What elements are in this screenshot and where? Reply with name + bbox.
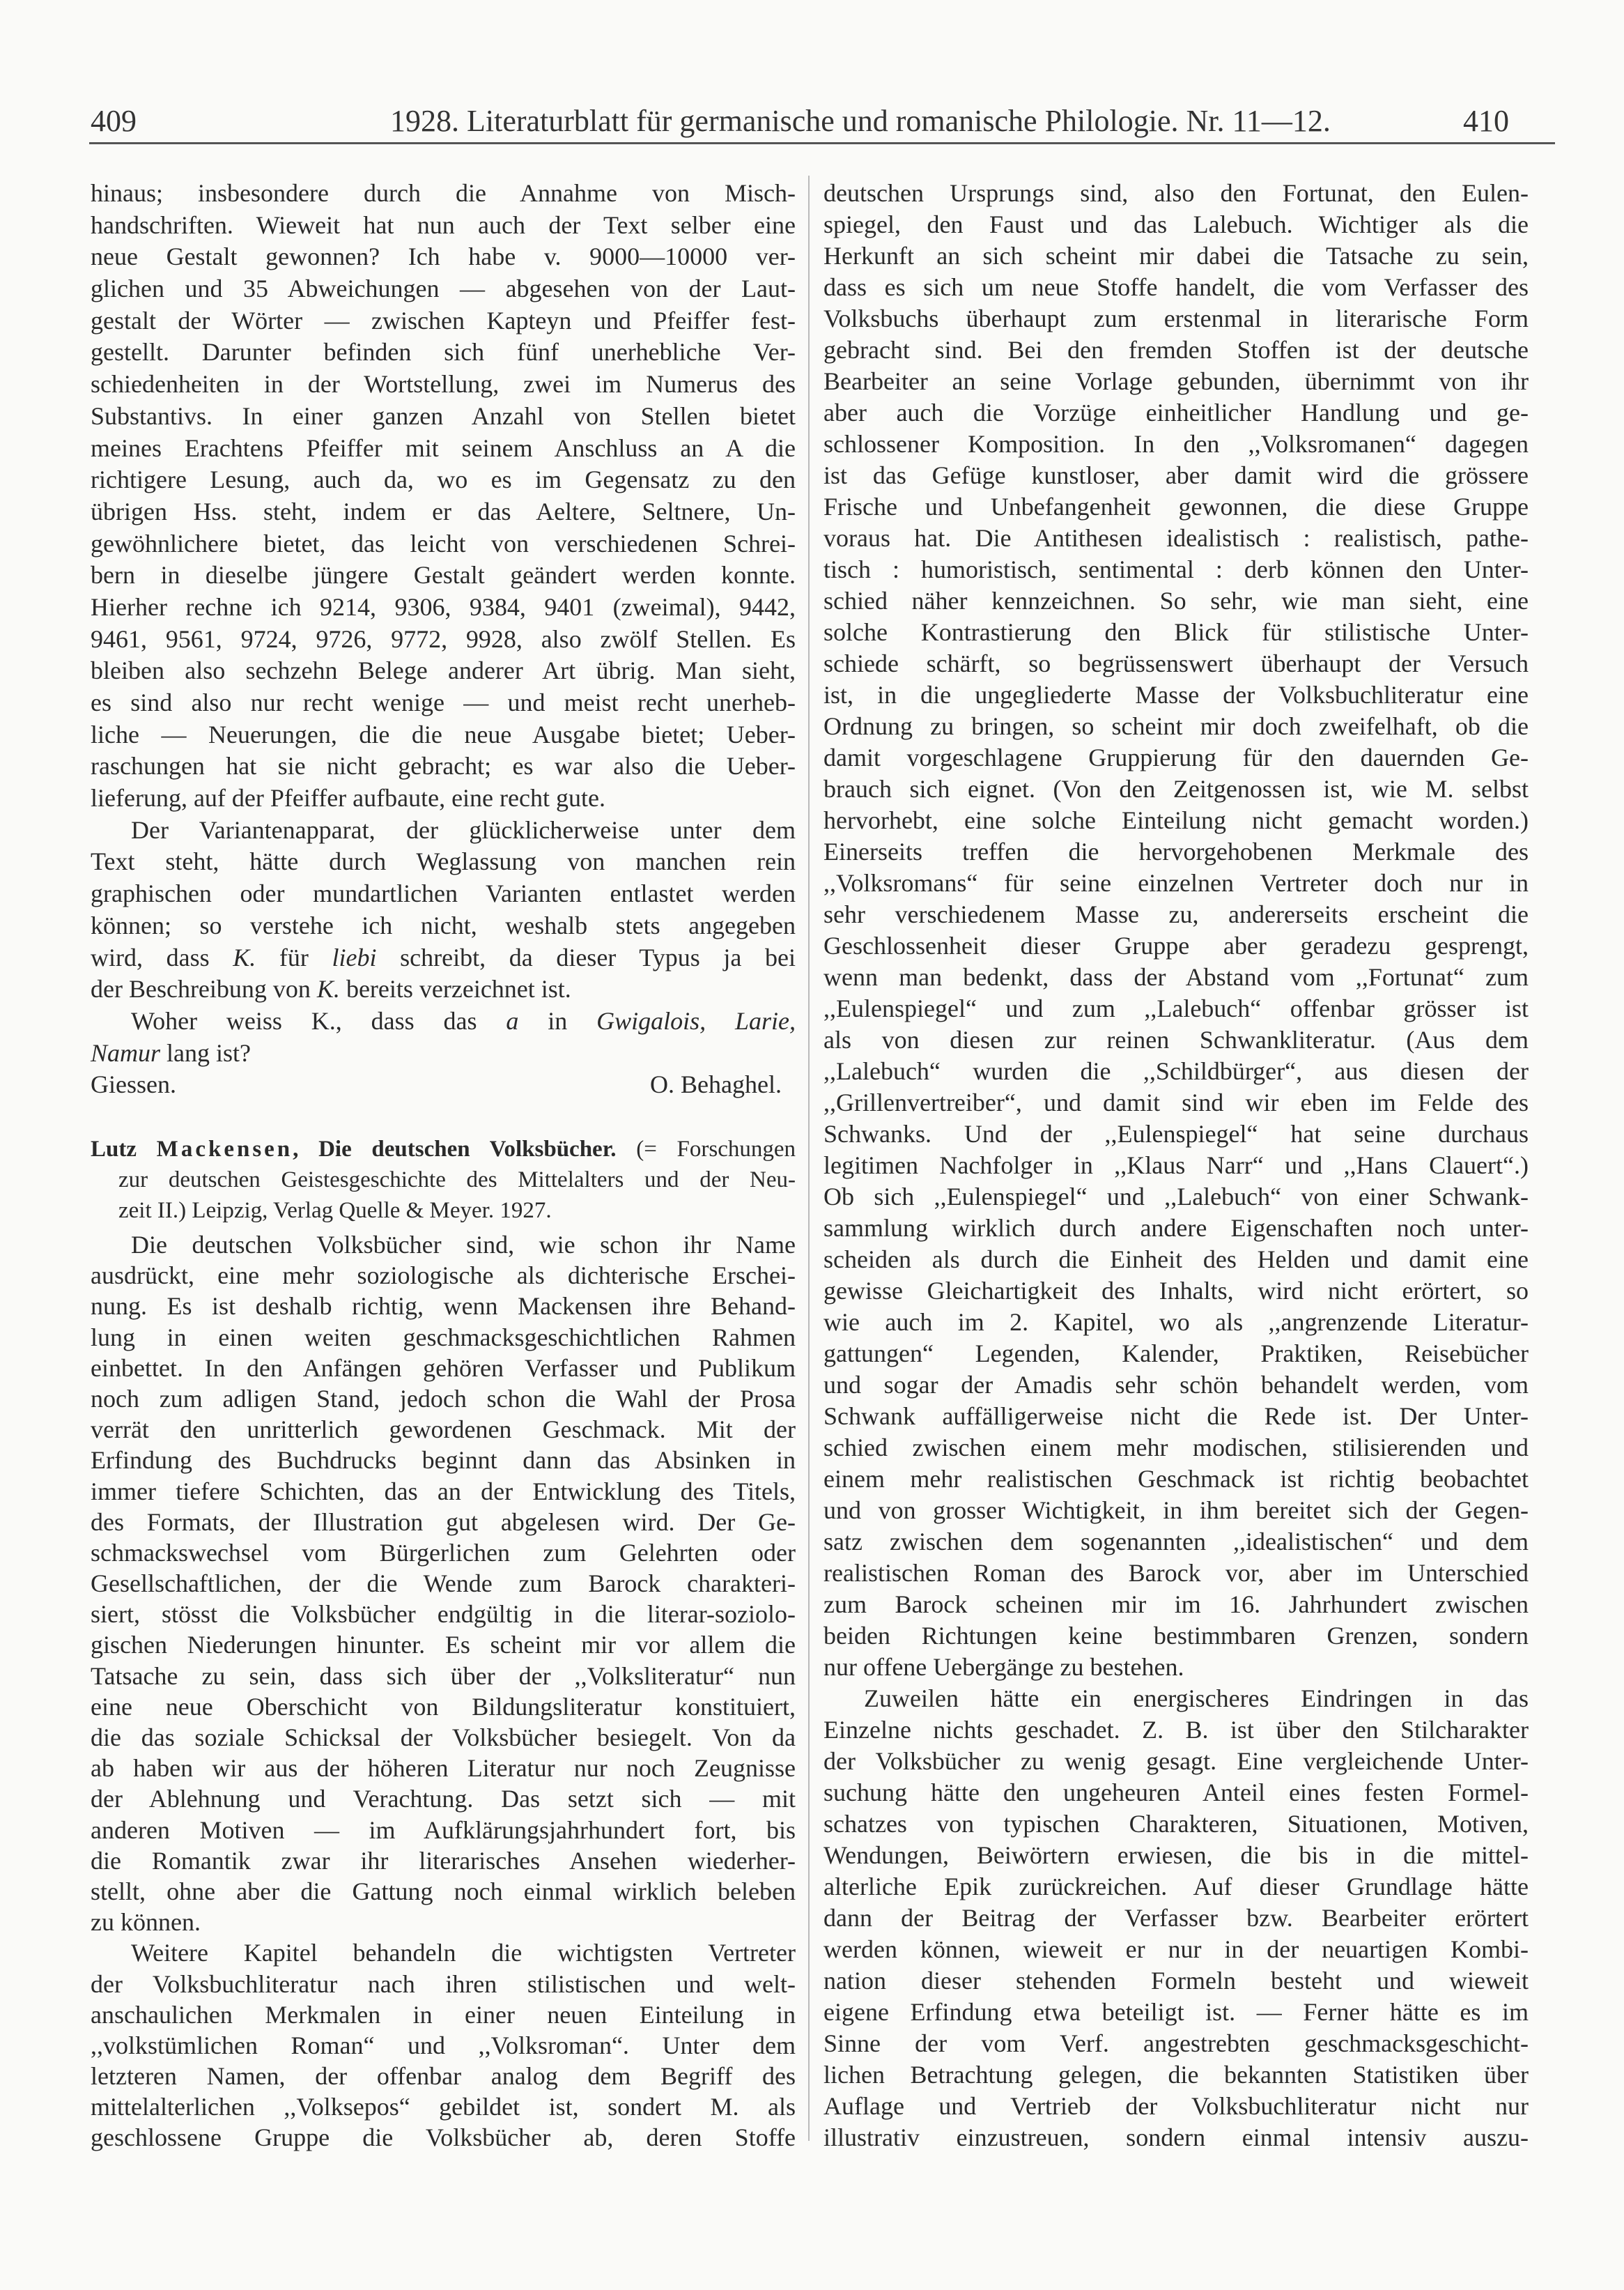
text-line: wenn man bedenkt, dass der Abstand vom ,,Fortunat“ zum	[823, 963, 1529, 991]
text-line	[91, 1038, 796, 1070]
text-line: ,,Grillenvertreiber“, und damit sind wir eben im Felde des	[823, 1089, 1529, 1116]
text-line: sehr verschiedenem Masse zu, andererseits erscheint die	[823, 900, 1529, 928]
text-line: Substantivs. In einer ganzen Anzahl von Stellen bietet	[91, 401, 796, 430]
text-line: stellt, ohne aber die Gattung noch einmal wirklich beleben	[91, 1877, 796, 1905]
text-line: Erfindung des Buchdrucks beginnt dann das Absinken in	[91, 1446, 796, 1475]
text-line: spiegel, den Faust und das Lalebuch. Wichtiger als die	[823, 210, 1529, 238]
signature-line	[91, 1069, 796, 1101]
text-line: Schwank auffälligerweise nicht die Rede ist. Der Unter-	[823, 1402, 1529, 1430]
text-line: geschlossene Gruppe die Volksbücher ab, deren Stoffe	[91, 2123, 796, 2152]
text-line: Sinne der vom Verf. angestrebten geschmacksgeschicht-	[823, 2029, 1529, 2057]
text-line: bern in dieselbe jüngere Gestalt geändert werden konnte.	[91, 561, 796, 590]
italic-term: K.	[233, 943, 256, 971]
text-line: Die deutschen Volksbücher sind, wie schon ihr Name	[131, 1231, 796, 1259]
left-column-text-top	[91, 178, 796, 1101]
text-line: suchung hätte den ungeheuren Anteil eines festen Formel-	[823, 1778, 1529, 1806]
text-line: gestalt der Wörter — zwischen Kapteyn und Pfeiffer fest-	[91, 306, 796, 335]
text-line: die das soziale Schicksal der Volksbücher besiegelt. Von da	[91, 1723, 796, 1751]
text-line: werden können, wieweit er nur in der neuartigen Kombi-	[823, 1935, 1529, 1963]
review-series-line: zur deutschen Geistesgeschichte des Mittelalters und der Neu-	[118, 1167, 796, 1192]
signature-place: Giessen.	[91, 1070, 176, 1099]
text-segment: der Beschreibung von	[91, 975, 317, 1004]
text-line: hervorhebt, eine solche Einteilung nicht gemacht worden.)	[823, 806, 1529, 834]
text-line: Volksbuchs überhaupt zum erstenmal in literarische Form	[823, 305, 1529, 332]
text-line: der Ablehnung und Verachtung. Das setzt sich — mit	[91, 1785, 796, 1813]
text-line: deutschen Ursprungs sind, also den Fortunat, den Eulen-	[823, 179, 1529, 207]
text-line: Tatsache zu sein, dass sich über der ,,Volksliteratur“ nun	[91, 1661, 796, 1690]
text-line: des Formats, der Illustration gut abgelesen wird. Der Ge-	[91, 1507, 796, 1536]
text-line: ausdrückt, eine mehr soziologische als dichterische Erschei-	[91, 1261, 796, 1290]
text-line: Text steht, hätte durch Weglassung von manchen rein	[91, 847, 796, 876]
text-line: Frische und Unbefangenheit gewonnen, die diese Gruppe	[823, 493, 1529, 521]
text-line	[91, 1006, 796, 1038]
text-line: Ob sich ,,Eulenspiegel“ und ,,Lalebuch“ von einer Schwank-	[823, 1183, 1529, 1211]
column-divider	[808, 176, 810, 2141]
page-number-right: 410	[1463, 104, 1509, 138]
text-line: gischen Niederungen hinunter. Es scheint mir vor allem die	[91, 1631, 796, 1659]
text-line: liche — Neuerungen, die die neue Ausgabe bietet; Ueber-	[91, 720, 796, 748]
text-line: nung. Es ist deshalb richtig, wenn Mackensen ihre Behand-	[91, 1292, 796, 1321]
text-line: schmackswechsel vom Bürgerlichen zum Gelehrten oder	[91, 1538, 796, 1567]
text-line: Wendungen, Beiwörtern erwiesen, die bis in die mittel-	[823, 1841, 1529, 1869]
text-line: lichen Betrachtung gelegen, die bekannten Statistiken über	[823, 2061, 1529, 2089]
text-line: übrigen Hss. steht, indem er das Aeltere, Seltnere, Un-	[91, 497, 796, 525]
text-line: siert, stösst die Volksbücher endgültig in die literar-soziolo-	[91, 1600, 796, 1629]
text-line: Der Variantenapparat, der glücklicherweise unter dem	[131, 815, 796, 844]
text-line: illustrativ einzustreuen, sondern einmal intensiv auszu-	[823, 2123, 1529, 2151]
text-line: tisch : humoristisch, sentimental : derb können den Unter-	[823, 555, 1529, 583]
text-line: als von diesen zur reinen Schwankliteratur. (Aus dem	[823, 1026, 1529, 1054]
text-line: und von grosser Wichtigkeit, in ihm bereitet sich der Gegen-	[823, 1496, 1529, 1524]
text-line: und sogar der Amadis sehr schön behandelt werden, vom	[823, 1371, 1529, 1399]
text-line: Einzelne nichts geschadet. Z. B. ist über den Stilcharakter	[823, 1716, 1529, 1744]
text-line: schlossener Komposition. In den ,,Volksromanen“ dagegen	[823, 430, 1529, 458]
text-line: aber auch die Vorzüge einheitlicher Handlung und ge-	[823, 399, 1529, 427]
text-line: Weitere Kapitel behandeln die wichtigsten Vertreter	[131, 1939, 796, 1967]
italic-term: K.	[316, 975, 340, 1004]
text-line: schiede schärft, so begrüssenswert überhaupt der Versuch	[823, 650, 1529, 677]
text-line: ist, in die ungegliederte Masse der Volksbuchliteratur eine	[823, 681, 1529, 709]
text-line: noch zum adligen Stand, jedoch schon die Wahl der Prosa	[91, 1384, 796, 1413]
text-line: schied näher kennzeichnen. So sehr, wie man sieht, eine	[823, 587, 1529, 615]
text-line: wie auch im 2. Kapitel, wo als ,,angrenzende Literatur-	[823, 1308, 1529, 1336]
text-segment: schreibt, da dieser Typus ja bei	[376, 943, 796, 971]
text-line: verrät den unritterlich gewordenen Geschmack. Mit der	[91, 1415, 796, 1444]
text-line: scheiden als durch die Einheit des Helden und damit eine	[823, 1245, 1529, 1273]
text-line: lieferung, auf der Pfeiffer aufbaute, eine recht gute.	[91, 784, 605, 813]
review-author: Lutz Mackensen, Die deutschen Volksbücher.	[91, 1137, 617, 1162]
running-header-title: 1928. Literaturblatt für germanische und romanische Philologie. Nr. 11—12.	[390, 104, 1331, 138]
text-line: 9461, 9561, 9724, 9726, 9772, 9928, also zwölf Stellen. Es	[91, 624, 796, 653]
text-line: graphischen oder mundartlichen Varianten entlastet werden	[91, 879, 796, 908]
text-line: eine neue Oberschicht von Bildungsliteratur konstituiert,	[91, 1692, 796, 1721]
text-line: zum Barock scheinen mir im 16. Jahrhundert zwischen	[823, 1590, 1529, 1618]
signature-author: O. Behaghel.	[650, 1070, 782, 1099]
text-line: dann der Beitrag der Verfasser bzw. Bearbeiter erörtert	[823, 1904, 1529, 1932]
left-column-review-text	[91, 1229, 796, 2153]
text-line: beiden Richtungen keine bestimmbaren Grenzen, sondern	[823, 1622, 1529, 1650]
italic-term: liebi	[332, 943, 377, 971]
text-line: immer tiefere Schichten, das an der Entwicklung des Titels,	[91, 1477, 796, 1505]
text-line: Ordnung zu bringen, so scheint mir doch zweifelhaft, ob die	[823, 712, 1529, 740]
text-line: Herkunft an sich scheint mir dabei die Tatsache zu sein,	[823, 242, 1529, 270]
text-line: neue Gestalt gewonnen? Ich habe v. 9000—10000 ver-	[91, 243, 796, 271]
text-line: gewöhnlichere bietet, das leicht von verschiedenen Schrei-	[91, 529, 796, 558]
text-line: ,,Volksromans“ für seine einzelnen Vertreter doch nur in	[823, 869, 1529, 897]
text-line: realistischen Roman des Barock vor, aber im Unterschied	[823, 1559, 1529, 1587]
text-segment: in	[518, 1006, 597, 1035]
text-line: einbettet. In den Anfängen gehören Verfasser und Publikum	[91, 1353, 796, 1382]
text-line: mittelalterlichen ,,Volksepos“ gebildet ist, sondert M. als	[91, 2093, 796, 2121]
text-line: nation dieser stehenden Formeln besteht und wieweit	[823, 1967, 1529, 1995]
text-segment: für	[256, 943, 332, 971]
text-line: anderen Motiven — im Aufklärungsjahrhundert fort, bis	[91, 1815, 796, 1844]
right-column-review-text	[823, 178, 1529, 2153]
text-line: ,,Lalebuch“ wurden die ,,Schildbürger“, aus diesen der	[823, 1057, 1529, 1085]
text-line: Auflage und Vertrieb der Volksbuchliteratur nicht nur	[823, 2092, 1529, 2120]
text-line: glichen und 35 Abweichungen — abgesehen von der Laut-	[91, 275, 796, 303]
text-line: der Volksbücher zu wenig gesagt. Eine vergleichende Unter-	[823, 1747, 1529, 1775]
text-line: schied zwischen einem mehr modischen, stilisierenden und	[823, 1434, 1529, 1461]
text-line: Schwanks. Und der ,,Eulenspiegel“ hat seine durchaus	[823, 1120, 1529, 1148]
review-series: (= Forschungen	[616, 1137, 796, 1162]
text-line: ,,Eulenspiegel“ und zum ,,Lalebuch“ offenbar grösser ist	[823, 994, 1529, 1022]
text-line: handschriften. Wieweit hat nun auch der Text selber eine	[91, 210, 796, 239]
text-line: Geschlossenheit dieser Gruppe aber geradezu gesprengt,	[823, 932, 1529, 960]
text-line: ,,volkstümlichen Roman“ und ,,Volksroman“. Unter dem	[91, 2031, 796, 2059]
italic-term: Namur	[91, 1038, 161, 1067]
text-line: können; so verstehe ich nicht, weshalb stets angegeben	[91, 911, 796, 939]
text-line: Bearbeiter an seine Vorlage gebunden, übernimmt von ihr	[823, 367, 1529, 395]
text-line: gewisse Gleichartigkeit des Inhalts, wird nicht erörtert, so	[823, 1277, 1529, 1305]
text-line: letzteren Namen, der offenbar analog dem Begriff des	[91, 2062, 796, 2091]
text-line: ist das Gefüge kunstloser, aber damit wird die grössere	[823, 461, 1529, 489]
review-publisher-line: zeit II.) Leipzig, Verlag Quelle & Meyer. 1927.	[118, 1198, 552, 1223]
italic-term: a	[506, 1006, 519, 1035]
text-segment: bereits verzeichnet ist.	[339, 975, 571, 1004]
italic-term: Gwigalois, Larie,	[596, 1006, 796, 1035]
text-line: satz zwischen dem sogenannten ,,idealistischen“ und dem	[823, 1528, 1529, 1555]
text-line: gestellt. Darunter befinden sich fünf unerhebliche Ver-	[91, 338, 796, 367]
text-line: Einerseits treffen die hervorgehobenen Merkmale des	[823, 838, 1529, 866]
text-line: ab haben wir aus der höheren Literatur nur noch Zeugnisse	[91, 1754, 796, 1783]
text-line: gattungen“ Legenden, Kalender, Praktiken, Reisebücher	[823, 1339, 1529, 1367]
text-line: damit vorgeschlagene Gruppierung für den dauernden Ge-	[823, 744, 1529, 771]
text-line: legitimen Nachfolger in ,,Klaus Narr“ und ,,Hans Clauert“.)	[823, 1151, 1529, 1179]
page-number-left: 409	[91, 104, 137, 138]
text-line: lung in einen weiten geschmacksgeschichtlichen Rahmen	[91, 1323, 796, 1351]
text-line: meines Erachtens Pfeiffer mit seinem Anschluss an A die	[91, 433, 796, 462]
text-line	[91, 942, 796, 974]
text-line: Gesellschaftlichen, der die Wende zum Barock charakteri-	[91, 1569, 796, 1598]
text-line: voraus hat. Die Antithesen idealistisch : realistisch, pathe-	[823, 524, 1529, 552]
text-line: Hierher rechne ich 9214, 9306, 9384, 9401 (zweimal), 9442,	[91, 592, 796, 621]
text-line: bleiben also sechzehn Belege anderer Art übrig. Man sieht,	[91, 656, 796, 685]
text-line: richtigere Lesung, auch da, wo es im Gegensatz zu den	[91, 466, 796, 494]
text-line: alterliche Epik zurückreichen. Auf dieser Grundlage hätte	[823, 1873, 1529, 1900]
text-line: sammlung wirklich durch andere Eigenschaften noch unter-	[823, 1214, 1529, 1242]
text-line: eigene Erfindung etwa beteiligt ist. — Ferner hätte es im	[823, 1998, 1529, 2026]
text-segment: Woher weiss K., dass das	[131, 1006, 506, 1035]
text-line: einem mehr realistischen Geschmack ist richtig beobachtet	[823, 1465, 1529, 1493]
text-line: gebracht sind. Bei den fremden Stoffen ist der deutsche	[823, 336, 1529, 364]
text-line: schatzes von typischen Charakteren, Situationen, Motiven,	[823, 1810, 1529, 1838]
text-line	[91, 974, 796, 1006]
text-line: nur offene Uebergänge zu bestehen.	[823, 1653, 1184, 1681]
text-line: anschaulichen Merkmalen in einer neuen Einteilung in	[91, 2000, 796, 2029]
text-line: raschungen hat sie nicht gebracht; es war also die Ueber-	[91, 752, 796, 781]
text-line: brauch sich eignet. (Von den Zeitgenossen ist, wie M. selbst	[823, 775, 1529, 803]
text-segment: lang ist?	[160, 1038, 252, 1067]
review-heading	[91, 1134, 796, 1226]
text-line: zu können.	[91, 1908, 201, 1937]
text-line: Zuweilen hätte ein energischeres Eindringen in das	[864, 1684, 1529, 1712]
text-line: es sind also nur recht wenige — und meist recht unerheb-	[91, 689, 796, 716]
header-rule	[89, 142, 1555, 144]
text-line: hinaus; insbesondere durch die Annahme von Misch-	[91, 179, 796, 207]
text-line: dass es sich um neue Stoffe handelt, die vom Verfasser des	[823, 273, 1529, 301]
text-line: der Volksbuchliteratur nach ihren stilistischen und welt-	[91, 1969, 796, 1998]
text-segment: wird, dass	[91, 943, 233, 971]
text-line: schiedenheiten in der Wortstellung, zwei im Numerus des	[91, 370, 796, 399]
text-line: die Romantik zwar ihr literarisches Ansehen wiederher-	[91, 1846, 796, 1875]
text-line: solche Kontrastierung den Blick für stilistische Unter-	[823, 618, 1529, 646]
